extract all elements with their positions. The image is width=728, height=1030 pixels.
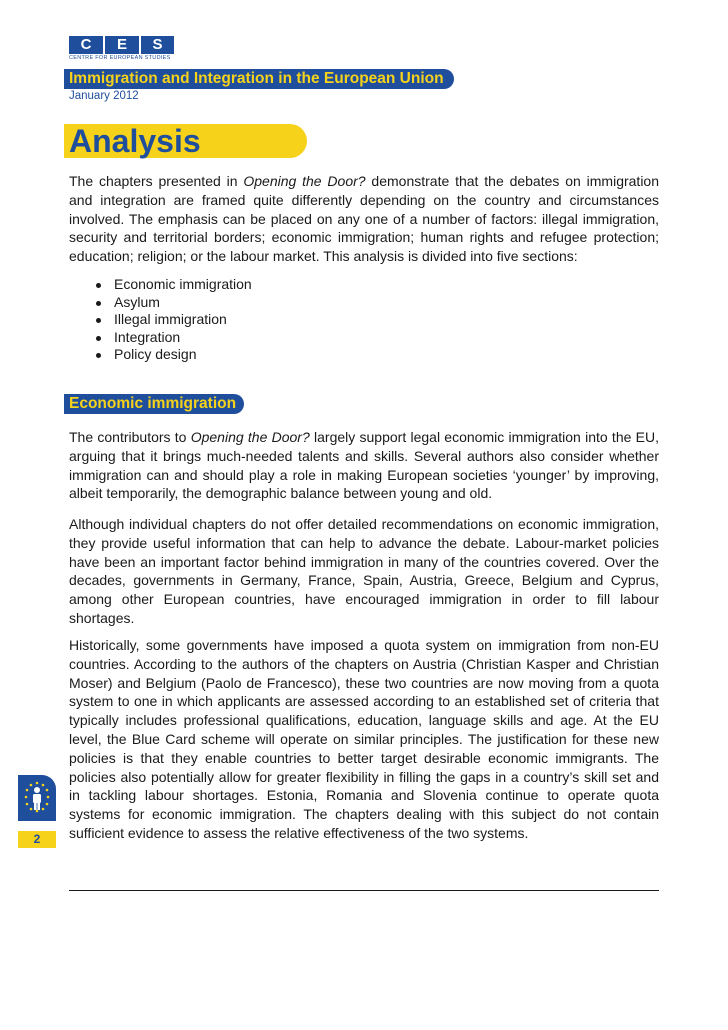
economic-immigration-heading: Economic immigration (64, 394, 244, 414)
economic-paragraph-3: Historically, some governments have imposed a quota system on immigration from non-EU countries. According to the authors of the chapters on Austria (Christian Kasper and Christian Moser) and Belgium (Paolo de Francesco), these two countries are now moving from a quota system to one in which applicants are assessed according to an established set of criteria that typically includes professional qualifications, education, language skills and age. At the EU level, the Blue Card scheme will operate on similar principles. The justification for these new policies is that they enable countries to better target desirable economic immigrants. The policies also potentially allow for greater flexibility in filling the gaps in a country’s skill set and in tackling labour shortages. Estonia, Romania and Slovenia continue to operate quota systems for economic immigration. The chapters dealing with this subject do not contain sufficient evidence to assess the relative effectiveness of the two systems. (69, 637, 659, 841)
analysis-heading: Analysis (69, 123, 201, 159)
logo-letter-s: S (141, 36, 174, 54)
eu-person-stars-icon (18, 775, 56, 821)
footer-divider (69, 890, 659, 891)
list-item: Integration (92, 329, 252, 347)
document-date: January 2012 (69, 90, 139, 102)
page-number: 2 (18, 831, 56, 848)
emblem-svg (18, 775, 56, 821)
list-item: Illegal immigration (92, 311, 252, 329)
list-item: Asylum (92, 294, 252, 312)
list-item: Economic immigration (92, 276, 252, 294)
document-title: Immigration and Integration in the European Union (64, 69, 454, 89)
list-item: Policy design (92, 346, 252, 364)
logo-letter-c: C (69, 36, 103, 54)
para1-text-end: largely support legal economic immigration into the EU, arguing that it brings much-needed talents and skills. Several authors also consider whether immigration can and should play a role in making European societies ‘younger’ by improving, albeit temporarily, the demographic balance between young and old. (69, 429, 659, 502)
sections-list (92, 276, 252, 364)
analysis-intro-paragraph (69, 172, 659, 266)
intro-text-end: demonstrate that the debates on immigration and integration are framed quite differently depending on the country and circumstances involved. The emphasis can be placed on any one of a number of factors: illegal immigration, security and territorial borders; economic immigration; human rights and refugee protection; education; religion; or the labour market. This analysis is divided into five sections: (69, 173, 660, 265)
logo-subtitle: CENTRE FOR EUROPEAN STUDIES (69, 55, 171, 61)
logo-letter-e: E (105, 36, 139, 54)
para1-book-title: Opening the Door? (190, 429, 310, 445)
para1-text-start: The contributors to (69, 429, 191, 445)
intro-text-start: The chapters presented in (69, 173, 244, 189)
economic-paragraph-1 (69, 428, 659, 503)
economic-paragraph-2: Although individual chapters do not offer detailed recommendations on economic immigration, they provide useful information that can help to advance the debate. Labour-market policies have been an important factor behind immigration in many of the countries covered. Over the decades, governments in Germany, France, Spain, Austria, Greece, Belgium and Cyprus, among other European countries, have encouraged immigration in order to fill labour shortages. (69, 516, 659, 626)
ces-logo (69, 36, 175, 61)
intro-book-title: Opening the Door? (243, 173, 366, 189)
